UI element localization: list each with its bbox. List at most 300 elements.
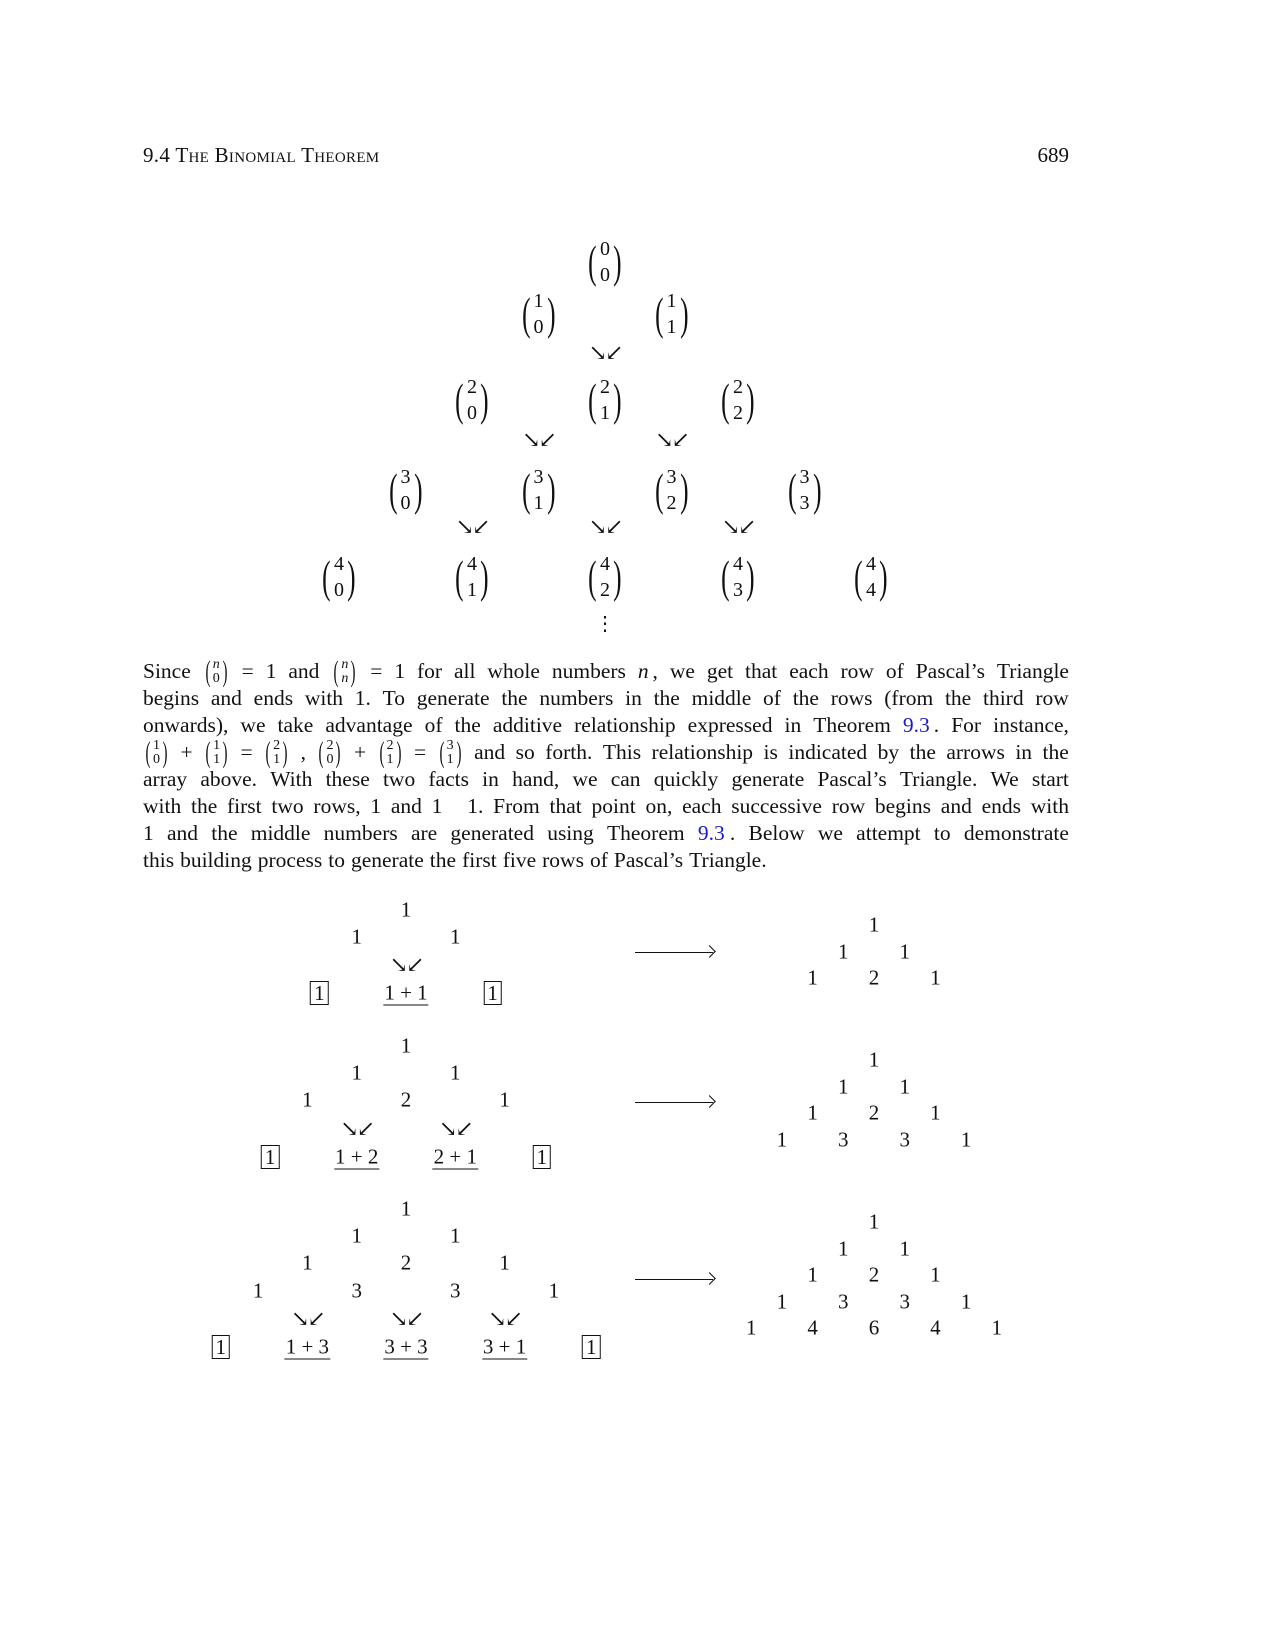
word: Triangle <box>996 659 1069 683</box>
section-header: 9.4 The Binomial Theorem <box>143 143 380 167</box>
left-paren: ( <box>388 464 398 515</box>
word: 1 <box>143 821 154 845</box>
right-paren: ) <box>413 464 423 515</box>
word: with <box>143 794 182 818</box>
word: Below <box>748 821 805 845</box>
word: above. <box>200 767 258 791</box>
word: third <box>982 686 1024 710</box>
word: the <box>1042 740 1069 764</box>
binomial-bottom: 1 <box>600 402 610 424</box>
binomial-bottom: 1 <box>446 751 454 767</box>
triangle-number: 1 <box>400 1196 412 1221</box>
binomial-top: 3 <box>446 737 454 753</box>
word: and <box>474 740 506 764</box>
word: = <box>414 740 427 764</box>
right-paren: ) <box>812 464 822 515</box>
word: generate <box>350 848 424 872</box>
binomial-top: 4 <box>600 553 610 575</box>
word: row <box>831 794 866 818</box>
left-paren: ( <box>588 236 597 287</box>
long-right-arrow-icon <box>635 952 713 953</box>
result-number: 1 <box>776 1289 788 1314</box>
word: 1 <box>265 659 277 683</box>
word: Pascal’s <box>613 848 684 872</box>
left-paren: ( <box>654 464 664 515</box>
triangle-number: 1 <box>450 924 461 949</box>
word: and <box>940 794 972 818</box>
binomial-top: 2 <box>467 376 477 398</box>
left-paren: ( <box>721 551 730 602</box>
triangle-number: 1 <box>499 1087 510 1112</box>
word: onwards), <box>143 713 229 737</box>
binomial-bottom: 0 <box>467 402 477 424</box>
sum-expression: 3 + 1 <box>482 1334 527 1359</box>
sum-expression: 1 + 1 <box>384 980 428 1005</box>
binomial-bottom: 1 <box>273 751 281 767</box>
word: can <box>610 767 641 791</box>
binomial-stack <box>600 239 610 285</box>
word: using <box>547 821 594 845</box>
word: start <box>1031 767 1069 791</box>
binomial-stack <box>153 739 160 767</box>
left-paren: ( <box>721 374 730 425</box>
right-paren: ) <box>480 374 489 425</box>
boxed-one: 1 <box>582 1335 601 1359</box>
left-paren: ( <box>521 464 531 515</box>
theorem-link[interactable]: 9.3 <box>902 713 930 737</box>
binomial-stack <box>733 554 743 600</box>
result-number: 1 <box>776 1127 788 1152</box>
right-paren: ) <box>546 464 556 515</box>
right-paren: ) <box>746 374 755 425</box>
result-number: 4 <box>930 1315 941 1340</box>
binomial-stack <box>600 377 610 423</box>
word: row <box>840 659 874 683</box>
binomial-stack <box>447 739 454 767</box>
page-number: 689 <box>1037 143 1069 167</box>
binomial-stack <box>341 658 348 686</box>
word: demonstrate <box>963 821 1069 845</box>
left-paren: ( <box>265 735 271 769</box>
word: the <box>190 794 218 818</box>
word: additive <box>492 713 563 737</box>
binomial-stack <box>401 467 411 513</box>
binomial-bottom: 0 <box>334 579 344 601</box>
word: of <box>589 848 608 872</box>
word: two <box>271 794 304 818</box>
binomial-top: 3 <box>533 466 544 488</box>
word: first <box>227 794 262 818</box>
binomial-coefficient <box>452 551 493 602</box>
word: we <box>669 659 695 683</box>
word: generate <box>416 686 490 710</box>
binomial-top: 2 <box>273 737 281 753</box>
binomial-coefficient <box>331 654 358 688</box>
left-paren: ( <box>333 654 339 688</box>
binomial-bottom: 4 <box>866 579 876 601</box>
binomial-top: 0 <box>600 238 610 260</box>
merge-arrows-icon: ↘↙ <box>389 952 423 978</box>
word: ends <box>253 686 294 710</box>
math-variable: n <box>637 659 649 683</box>
binomial-bottom: 0 <box>600 264 610 286</box>
word: relationship <box>651 740 754 764</box>
word: hand, <box>512 767 560 791</box>
binomial-stack <box>273 739 280 767</box>
word: 1. <box>467 794 484 818</box>
binomial-top: 1 <box>533 290 544 312</box>
binomial-stack <box>800 467 810 513</box>
binomial-bottom: 3 <box>733 579 743 601</box>
binomial-stack <box>667 467 677 513</box>
left-paren: ( <box>455 374 464 425</box>
result-number: 1 <box>807 1100 818 1125</box>
binomial-top: 3 <box>799 466 810 488</box>
word: rows, <box>313 794 361 818</box>
word: we <box>240 713 266 737</box>
word: whole <box>487 659 540 683</box>
word: + <box>180 740 193 764</box>
left-paren: ( <box>654 288 664 339</box>
binomial-bottom: 0 <box>533 316 544 338</box>
result-number: 3 <box>838 1127 849 1152</box>
binomial-bottom: 0 <box>326 751 334 767</box>
triangle-number: 1 <box>400 1033 412 1058</box>
result-number: 1 <box>838 939 849 964</box>
word: get <box>706 659 734 683</box>
binomial-stack <box>667 291 677 337</box>
right-paren: ) <box>613 236 622 287</box>
binomial-coefficient <box>651 288 692 339</box>
triangle-number: 1 <box>302 1087 313 1112</box>
word: attempt <box>856 821 921 845</box>
word: (from <box>884 686 934 710</box>
word: that <box>745 659 778 683</box>
binomial-bottom: 2 <box>666 492 677 514</box>
triangle-number: 2 <box>400 1250 412 1275</box>
word: Triangle. <box>899 767 978 791</box>
binomial-coefficient <box>718 374 759 425</box>
binomial-stack <box>467 377 477 423</box>
left-paren: ( <box>322 551 331 602</box>
result-number: 3 <box>899 1289 910 1314</box>
binomial-top: 3 <box>666 466 677 488</box>
result-number: 1 <box>899 939 910 964</box>
word: to <box>328 848 345 872</box>
result-number: 1 <box>930 965 941 990</box>
binomial-coefficient <box>518 288 559 339</box>
binomial-coefficient <box>377 735 404 769</box>
result-number: 1 <box>838 1236 849 1261</box>
paragraph-line <box>143 735 1069 769</box>
binomial-stack <box>534 467 544 513</box>
word: To <box>382 686 406 710</box>
sum-expression: 1 + 3 <box>285 1334 330 1359</box>
left-paren: ( <box>439 735 445 769</box>
word: point <box>591 794 636 818</box>
word: the <box>429 848 457 872</box>
binomial-bottom: 3 <box>799 492 810 514</box>
result-number: 2 <box>868 1100 880 1125</box>
word: successive <box>731 794 822 818</box>
merge-arrows-icon: ↘↙ <box>588 514 622 539</box>
word: Since <box>143 659 191 683</box>
left-paren: ( <box>205 654 211 688</box>
binomial-coefficient <box>452 374 493 425</box>
merge-arrows-icon: ↘↙ <box>389 1305 423 1331</box>
merge-arrows-icon: ↘↙ <box>522 427 555 452</box>
binomial-top: 2 <box>733 376 743 398</box>
right-paren: ) <box>162 735 168 769</box>
word: We <box>990 767 1019 791</box>
word: This <box>602 740 642 764</box>
binomial-coefficient <box>851 551 892 602</box>
binomial-coefficient <box>585 236 626 287</box>
word: Pascal’s <box>915 659 985 683</box>
word: relationship <box>574 713 676 737</box>
result-number: 2 <box>868 1262 880 1287</box>
word: middle <box>250 821 311 845</box>
binomial-stack <box>326 739 333 767</box>
binomial-bottom: 2 <box>733 402 743 424</box>
triangle-number: 1 <box>450 1223 461 1248</box>
word: in <box>625 686 642 710</box>
binomial-top: n <box>212 656 220 672</box>
binomial-coefficient <box>585 551 626 602</box>
binomial-bottom: 1 <box>666 316 677 338</box>
boxed-one: 1 <box>212 1335 231 1359</box>
result-number: 1 <box>745 1315 757 1340</box>
binomial-stack <box>334 554 344 600</box>
word: , <box>652 659 658 683</box>
paragraph-line <box>143 654 1069 688</box>
right-paren: ) <box>347 551 356 602</box>
merge-arrows-icon: ↘↙ <box>655 427 688 452</box>
word: and <box>390 794 422 818</box>
binomial-top: n <box>341 656 349 672</box>
merge-arrows-icon: ↘↙ <box>488 1305 522 1331</box>
word: in <box>784 713 802 737</box>
word: rows <box>542 848 584 872</box>
binomial-coefficient <box>316 735 343 769</box>
result-number: 1 <box>807 1262 818 1287</box>
word: indicated <box>788 740 868 764</box>
left-paren: ( <box>318 735 324 769</box>
triangle-number: 3 <box>450 1278 461 1303</box>
word: and <box>210 686 242 710</box>
word: the <box>501 686 528 710</box>
binomial-coefficient <box>203 735 230 769</box>
word: generate <box>731 767 805 791</box>
right-paren: ) <box>396 735 402 769</box>
word: in <box>482 767 499 791</box>
merge-arrows-icon: ↘↙ <box>438 1115 472 1141</box>
word: is <box>763 740 778 764</box>
sum-expression: 3 + 3 <box>384 1334 428 1359</box>
binomial-top: 1 <box>666 290 677 312</box>
binomial-top: 4 <box>467 553 477 575</box>
boxed-one: 1 <box>533 1145 552 1169</box>
triangle-number: 1 <box>450 1060 461 1085</box>
right-paren: ) <box>879 551 888 602</box>
result-number: 1 <box>868 1209 880 1234</box>
binomial-top: 2 <box>326 737 334 753</box>
right-paren: ) <box>613 374 622 425</box>
result-number: 1 <box>991 1315 1003 1340</box>
word: From <box>493 794 540 818</box>
word: 1 <box>370 794 382 818</box>
binomial-top: 3 <box>400 466 411 488</box>
word: that <box>549 794 582 818</box>
word: with <box>304 686 344 710</box>
word: the <box>211 821 238 845</box>
merge-arrows-icon: ↘↙ <box>588 340 622 365</box>
word: middle <box>691 686 752 710</box>
binomial-coefficient <box>518 464 559 515</box>
binomial-bottom: 2 <box>600 579 610 601</box>
right-paren: ) <box>456 735 462 769</box>
binomial-coefficient <box>585 374 626 425</box>
binomial-coefficient <box>718 551 759 602</box>
merge-arrows-icon: ↘↙ <box>340 1115 374 1141</box>
binomial-stack <box>213 658 220 686</box>
word: 1 <box>394 659 406 683</box>
binomial-coefficient <box>784 464 825 515</box>
binomial-top: 2 <box>386 737 394 753</box>
result-number: 1 <box>930 1100 941 1125</box>
word: take <box>277 713 314 737</box>
word: ends <box>981 794 1021 818</box>
right-paren: ) <box>480 551 489 602</box>
triangle-number: 3 <box>351 1278 362 1303</box>
word: 1. <box>354 686 371 710</box>
binomial-stack <box>213 739 220 767</box>
word: and <box>166 821 199 845</box>
paragraph-line <box>143 847 1069 874</box>
word: on, <box>645 794 673 818</box>
long-right-arrow-icon <box>635 1279 713 1280</box>
binomial-bottom: 0 <box>400 492 411 514</box>
paragraph-line <box>143 793 1069 820</box>
word: each <box>682 794 722 818</box>
word: begins <box>143 686 200 710</box>
left-paren: ( <box>455 551 464 602</box>
word: quickly <box>653 767 719 791</box>
word: two <box>382 767 416 791</box>
word <box>452 793 457 820</box>
binomial-bottom: 0 <box>212 670 220 686</box>
theorem-link[interactable]: 9.3 <box>697 821 725 845</box>
binomial-coefficient <box>385 464 426 515</box>
triangle-number: 1 <box>252 1278 264 1303</box>
binomial-bottom: 1 <box>213 751 221 767</box>
word: in <box>1015 740 1033 764</box>
triangle-number: 1 <box>400 897 412 922</box>
word: facts <box>428 767 469 791</box>
word: + <box>353 740 367 764</box>
right-paren: ) <box>746 551 755 602</box>
vertical-ellipsis: ⋮ <box>595 613 615 635</box>
binomial-bottom: 1 <box>386 751 394 767</box>
word: = <box>240 740 253 764</box>
binomial-stack <box>866 554 876 600</box>
word: 1 <box>431 794 443 818</box>
left-paren: ( <box>854 551 863 602</box>
word: are <box>410 821 438 845</box>
paragraph-line <box>143 820 1069 847</box>
result-number: 2 <box>868 965 880 990</box>
sum-expression: 1 + 2 <box>335 1144 379 1169</box>
word: expressed <box>687 713 773 737</box>
right-paren: ) <box>350 654 356 688</box>
word: = <box>241 659 254 683</box>
word: to <box>933 821 951 845</box>
left-paren: ( <box>205 735 211 769</box>
binomial-coefficient <box>203 654 230 688</box>
left-paren: ( <box>588 374 597 425</box>
result-number: 1 <box>930 1262 941 1287</box>
word: of <box>424 713 443 737</box>
word: instance, <box>993 713 1069 737</box>
word: , <box>300 740 306 764</box>
left-paren: ( <box>588 551 597 602</box>
word: we <box>817 821 843 845</box>
binomial-bottom: 1 <box>467 579 477 601</box>
merge-arrows-icon: ↘↙ <box>455 514 489 539</box>
merge-arrows-icon: ↘↙ <box>290 1305 324 1331</box>
word: this <box>143 848 175 872</box>
triangle-number: 1 <box>302 1250 313 1275</box>
result-number: 1 <box>960 1127 972 1152</box>
left-paren: ( <box>379 735 385 769</box>
word: = <box>370 659 383 683</box>
result-number: 3 <box>838 1289 849 1314</box>
word: we <box>572 767 598 791</box>
paragraph-line <box>143 766 1069 793</box>
result-number: 1 <box>899 1236 910 1261</box>
word: each <box>789 659 829 683</box>
word: arrows <box>946 740 1005 764</box>
binomial-coefficient <box>437 735 464 769</box>
binomial-top: 4 <box>866 553 876 575</box>
word: With <box>270 767 313 791</box>
word: of <box>885 659 904 683</box>
merge-arrows-icon: ↘↙ <box>721 514 755 539</box>
left-paren: ( <box>787 464 797 515</box>
right-paren: ) <box>546 288 556 339</box>
result-number: 1 <box>838 1074 849 1099</box>
word: Triangle. <box>689 848 767 872</box>
binomial-bottom: 0 <box>153 751 160 767</box>
word: numbers <box>551 659 626 683</box>
word: generated <box>450 821 534 845</box>
word: process <box>257 848 323 872</box>
word: five <box>502 848 537 872</box>
result-number: 1 <box>807 965 818 990</box>
result-number: 1 <box>899 1074 910 1099</box>
binomial-stack <box>467 554 477 600</box>
word: these <box>325 767 370 791</box>
word: Theorem <box>607 821 685 845</box>
result-number: 3 <box>899 1127 910 1152</box>
result-number: 1 <box>868 1047 880 1072</box>
left-paren: ( <box>145 735 151 769</box>
word: advantage <box>325 713 413 737</box>
word: for <box>416 659 443 683</box>
right-paren: ) <box>679 288 689 339</box>
right-paren: ) <box>222 735 228 769</box>
word: all <box>453 659 476 683</box>
